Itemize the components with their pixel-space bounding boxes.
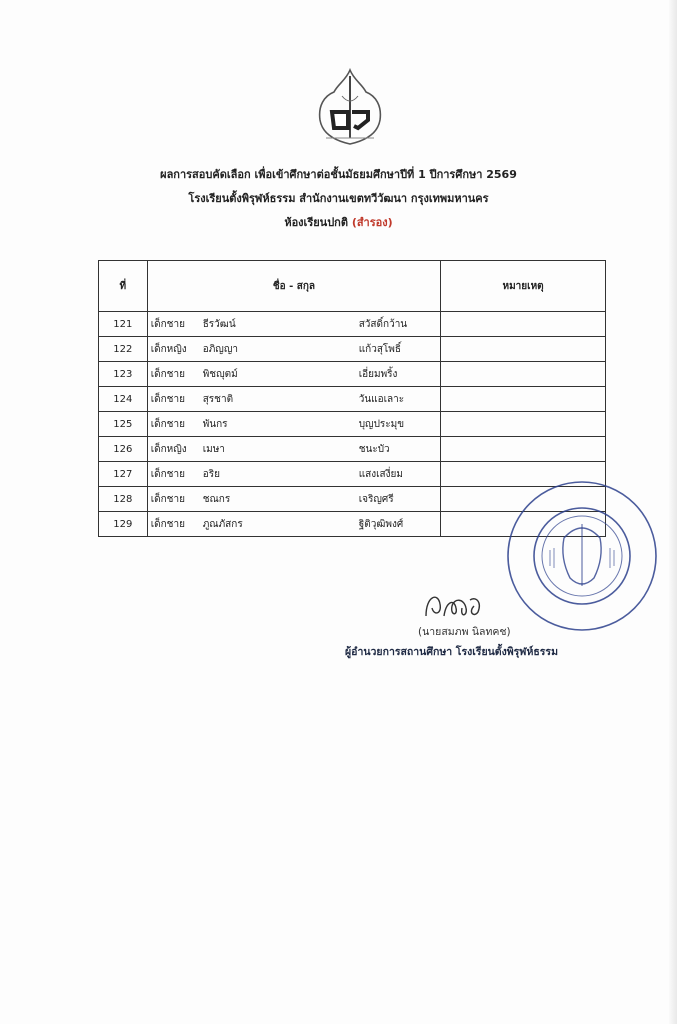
student-name-cell <box>147 412 440 437</box>
student-last-name: แสงเสงี่ยม <box>358 468 403 480</box>
student-name-cell <box>147 312 440 337</box>
student-last-name: ฐิติวุฒิพงศ์ <box>358 518 404 530</box>
note-cell <box>441 387 606 412</box>
table-row <box>99 387 606 412</box>
room-type: ห้องเรียนปกติ <box>284 216 352 229</box>
student-title: เด็กชาย <box>150 518 185 530</box>
student-name-cell <box>147 462 440 487</box>
note-cell <box>441 412 606 437</box>
row-number: 122 <box>99 337 148 362</box>
student-name-cell <box>147 387 440 412</box>
col-header-note: หมายเหตุ <box>441 261 606 312</box>
student-last-name: สวัสดิ์กว้าน <box>358 318 408 330</box>
table-row <box>99 412 606 437</box>
student-first-name: ธีรวัฒน์ <box>202 318 236 330</box>
official-seal-stamp <box>504 478 660 634</box>
note-cell <box>441 437 606 462</box>
row-number: 127 <box>99 462 148 487</box>
row-number: 121 <box>99 312 148 337</box>
col-header-name: ชื่อ - สกุล <box>147 261 440 312</box>
student-first-name: ภูณภัสกร <box>202 518 243 530</box>
student-last-name: เจริญศรี <box>358 493 394 505</box>
row-number: 128 <box>99 487 148 512</box>
table-row <box>99 437 606 462</box>
student-first-name: ชณกร <box>202 493 231 505</box>
header-line-3 <box>0 213 677 231</box>
student-name-cell <box>147 337 440 362</box>
student-first-name: อริย <box>202 468 220 480</box>
col-header-no: ที่ <box>99 261 148 312</box>
student-name-cell <box>147 362 440 387</box>
page-edge-shadow <box>669 0 677 1024</box>
student-name-cell <box>147 487 440 512</box>
student-name-cell <box>147 512 440 537</box>
student-first-name: สุรชาติ <box>202 393 234 405</box>
row-number: 125 <box>99 412 148 437</box>
student-last-name: แก้วสุโพธิ์ <box>358 343 401 355</box>
student-title: เด็กหญิง <box>150 443 187 455</box>
signature-mark <box>420 586 490 622</box>
reserve-note: (สำรอง) <box>351 216 393 229</box>
school-logo-icon <box>312 66 388 150</box>
student-title: เด็กชาย <box>150 393 185 405</box>
student-title: เด็กชาย <box>150 468 185 480</box>
table-row <box>99 337 606 362</box>
student-name-cell <box>147 437 440 462</box>
student-title: เด็กหญิง <box>150 343 187 355</box>
note-cell <box>441 312 606 337</box>
student-last-name: บุญประมุข <box>358 418 405 430</box>
student-title: เด็กชาย <box>150 368 185 380</box>
student-last-name: เอี่ยมพริ้ง <box>358 368 398 380</box>
row-number: 129 <box>99 512 148 537</box>
student-first-name: พันกร <box>202 418 228 430</box>
student-last-name: วันแอเลาะ <box>358 393 405 405</box>
student-title: เด็กชาย <box>150 318 185 330</box>
header-line-2: โรงเรียนตั้งพิรุฬห์ธรรม สำนักงานเขตทวีวัฒนา กรุงเทพมหานคร <box>188 192 489 205</box>
row-number: 123 <box>99 362 148 387</box>
student-last-name: ชนะบัว <box>358 443 390 455</box>
table-row <box>99 362 606 387</box>
signatory-title: ผู้อำนวยการสถานศึกษา โรงเรียนตั้งพิรุฬห์ธรรม <box>345 646 558 658</box>
student-first-name: เมษา <box>202 443 225 455</box>
student-title: เด็กชาย <box>150 493 185 505</box>
row-number: 124 <box>99 387 148 412</box>
note-cell <box>441 337 606 362</box>
signatory-name: (นายสมภพ นิลทคช) <box>418 626 511 638</box>
row-number: 126 <box>99 437 148 462</box>
student-first-name: อภิญญา <box>202 343 238 355</box>
student-first-name: พิชญุตม์ <box>202 368 238 380</box>
student-title: เด็กชาย <box>150 418 185 430</box>
table-row <box>99 312 606 337</box>
header-line-1: ผลการสอบคัดเลือก เพื่อเข้าศึกษาต่อชั้นมัธยมศึกษาปีที่ 1 ปีการศึกษา 2569 <box>160 168 517 181</box>
note-cell <box>441 362 606 387</box>
table-header-row <box>99 261 606 312</box>
